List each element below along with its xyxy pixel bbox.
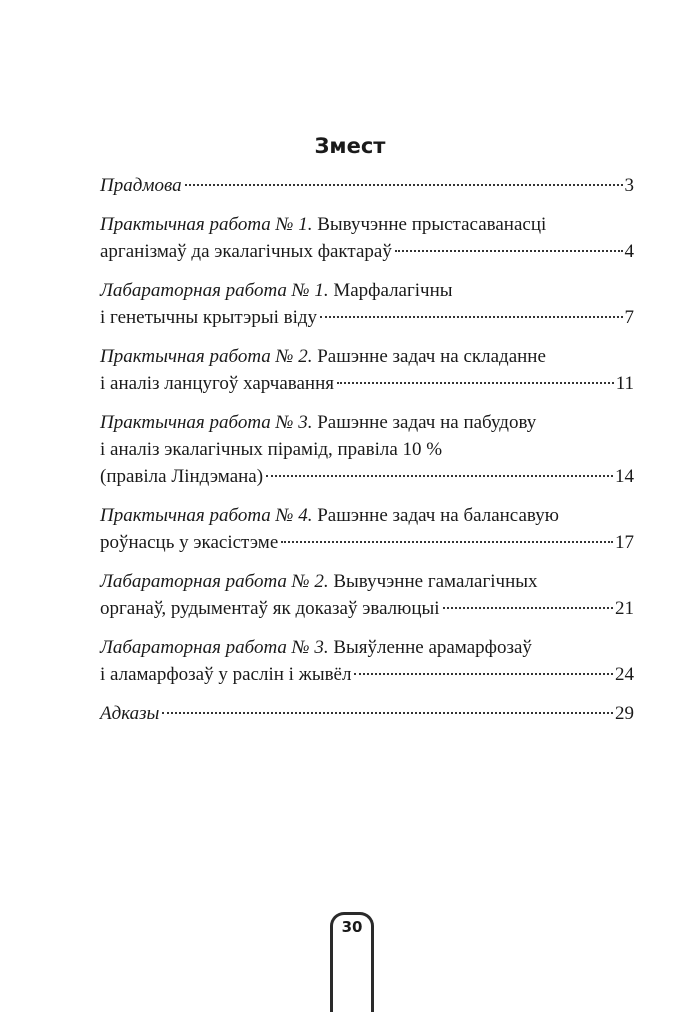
toc-entry-label: Лабараторная работа № 3. [100, 637, 329, 658]
toc-entry-text: органаў, рудыментаў як доказаў эвалюцыі [100, 598, 440, 619]
toc-entry-label: Лабараторная работа № 2. [100, 571, 329, 592]
toc-entry-last-line [100, 595, 634, 622]
page-number: 30 [341, 918, 363, 936]
toc-entry-label: Лабараторная работа № 1. [100, 280, 329, 301]
toc-entry-last-line [100, 304, 634, 331]
dot-leader [185, 184, 623, 186]
dot-leader [354, 673, 613, 675]
toc-entry [100, 634, 634, 688]
dot-leader [162, 712, 613, 714]
toc-entry-first-line [100, 568, 634, 595]
toc-entry-first-line [100, 343, 634, 370]
toc-entry-last-line [100, 172, 634, 199]
toc-entry-first-line [100, 634, 634, 661]
toc-entry-page: 3 [624, 175, 634, 196]
toc-entry-first-line [100, 502, 634, 529]
toc-entry-text: (правіла Ліндэмана) [100, 466, 264, 487]
toc-entry [100, 277, 634, 331]
page-title: Змест [314, 134, 386, 158]
dot-leader [395, 250, 623, 252]
toc-entry-last-line [100, 238, 634, 265]
toc-entry [100, 502, 634, 556]
toc-entry-label: Прадмова [100, 175, 182, 196]
toc-entry-last-line [100, 661, 634, 688]
toc-entry [100, 343, 634, 397]
toc-entry-text: і аналіз ланцугоў харчавання [100, 373, 334, 394]
dot-leader [281, 541, 613, 543]
toc-entry-page: 29 [615, 703, 634, 724]
table-of-contents [100, 172, 634, 739]
toc-entry-page: 21 [615, 598, 634, 619]
toc-entry-first-line [100, 409, 634, 436]
toc-entry-first-line [100, 277, 634, 304]
dot-leader [320, 316, 622, 318]
toc-entry [100, 172, 634, 199]
toc-entry-page: 7 [624, 307, 634, 328]
toc-entry-text: і генетычны крытэрыі віду [100, 307, 318, 328]
toc-entry-text: і аламарфозаў у раслін і жывёл [100, 664, 352, 685]
toc-entry-page: 17 [615, 532, 634, 553]
toc-entry-last-line [100, 370, 634, 397]
toc-entry-first-line [100, 211, 634, 238]
toc-entry-label: Практычная работа № 1. [100, 214, 313, 235]
toc-entry-text: і аналіз экалагічных пірамід, правіла 10 % [100, 439, 443, 460]
toc-entry-text: Рашэнне задач на пабудову [317, 412, 537, 433]
toc-entry-text: арганізмаў да экалагічных фактараў [100, 241, 392, 262]
dot-leader [266, 475, 613, 477]
toc-entry-text: Выяўленне арамарфозаў [333, 637, 532, 658]
toc-entry-label: Практычная работа № 3. [100, 412, 313, 433]
toc-entry-middle-line [100, 436, 634, 463]
toc-entry-text: Рашэнне задач на складанне [317, 346, 546, 367]
dot-leader [337, 382, 614, 384]
toc-entry-text: Рашэнне задач на балансавую [317, 505, 559, 526]
toc-entry [100, 568, 634, 622]
toc-entry [100, 211, 634, 265]
toc-entry-text: Вывучэнне прыстасаванасці [317, 214, 547, 235]
toc-entry-page: 14 [615, 466, 634, 487]
toc-entry-page: 4 [624, 241, 634, 262]
toc-entry-last-line [100, 529, 634, 556]
toc-entry-label: Практычная работа № 4. [100, 505, 313, 526]
toc-entry-label: Практычная работа № 2. [100, 346, 313, 367]
toc-entry [100, 700, 634, 727]
toc-entry-last-line [100, 700, 634, 727]
toc-entry-text: роўнасць у экасістэме [100, 532, 279, 553]
toc-entry-last-line [100, 463, 634, 490]
toc-entry-text: Марфалагічны [333, 280, 453, 301]
toc-entry-page: 11 [615, 373, 634, 394]
dot-leader [443, 607, 613, 609]
toc-entry-text: Вывучэнне гамалагічных [333, 571, 538, 592]
toc-entry-label: Адказы [100, 703, 160, 724]
toc-entry-page: 24 [615, 664, 634, 685]
toc-entry [100, 409, 634, 490]
